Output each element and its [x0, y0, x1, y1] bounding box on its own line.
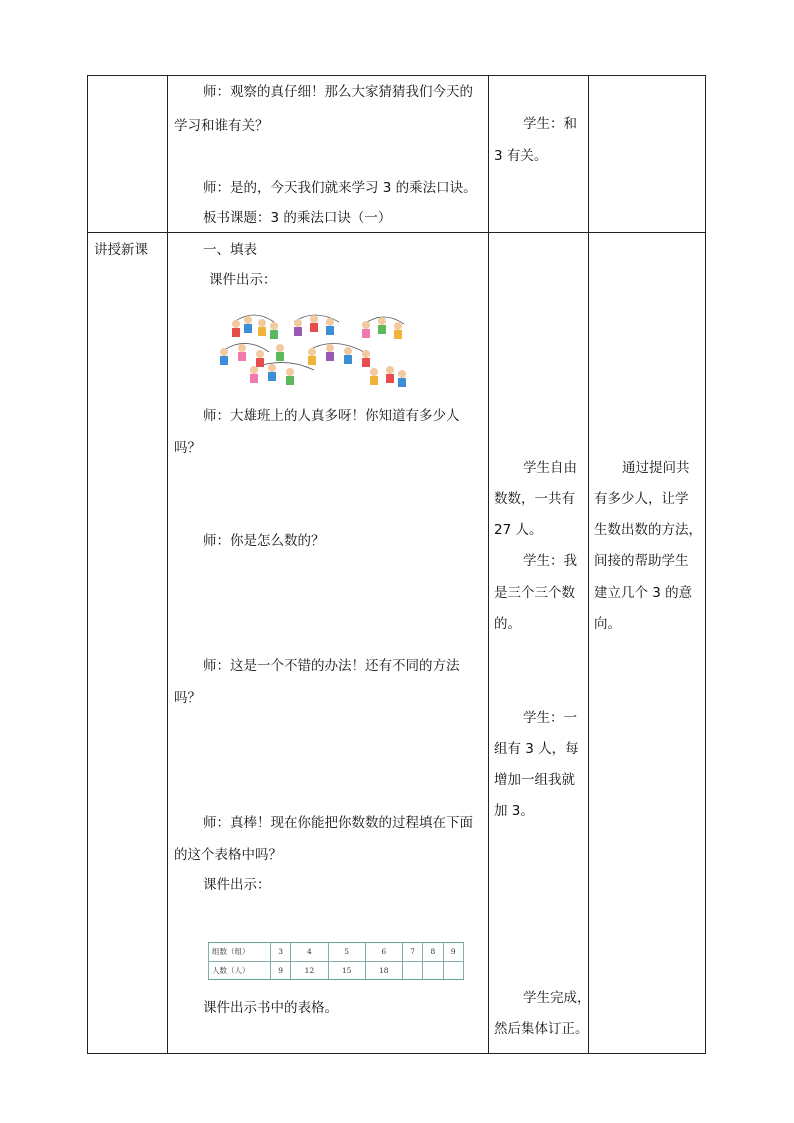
- teacher-line: 吗？: [174, 690, 201, 706]
- table-row: [209, 961, 464, 980]
- table-cell: [402, 961, 422, 980]
- table-cell: 15: [328, 961, 365, 980]
- table-cell: 7: [402, 943, 422, 962]
- student-line: 学生：一: [523, 710, 577, 726]
- student-line: 是三个三个数: [494, 585, 575, 601]
- student-line: 学生完成，: [523, 990, 591, 1006]
- teacher-line: 师：是的，今天我们就来学习 3 的乘法口诀。: [203, 180, 477, 196]
- table-row: [209, 943, 464, 962]
- intent-line: 向。: [594, 616, 621, 632]
- student-line: 学生：我: [523, 553, 577, 569]
- teacher-line: 师：大雄班上的人真多呀！你知道有多少人: [203, 408, 460, 424]
- student-line: 数数，一共有: [494, 491, 575, 507]
- teacher-line: 学习和谁有关？: [174, 118, 269, 134]
- student-line: 增加一组我就: [494, 772, 575, 788]
- section-title: 一、填表: [203, 242, 257, 258]
- student-line: 学生自由: [523, 460, 577, 476]
- column-divider: [588, 75, 589, 1054]
- intent-line: 生数出数的方法，: [594, 522, 702, 538]
- student-line: 然后集体订正。: [494, 1021, 589, 1037]
- table-cell: 8: [423, 943, 443, 962]
- intent-line: 通过提问共: [622, 460, 690, 476]
- row-label: 人数（人）: [209, 961, 271, 980]
- table-cell: 5: [328, 943, 365, 962]
- intent-line: 建立几个 3 的意: [594, 585, 693, 601]
- table-cell: [443, 961, 463, 980]
- stage-label: 讲授新课: [94, 242, 148, 258]
- board-title: 板书课题：3 的乘法口诀（一）: [203, 210, 392, 226]
- intent-line: 间接的帮助学生: [594, 553, 689, 569]
- teacher-line: 师：观察的真仔细！那么大家猜猜我们今天的: [203, 84, 473, 100]
- children-jumping-rope-illustration: [214, 310, 410, 388]
- courseware-label: 课件出示：: [203, 877, 271, 893]
- student-line: 组有 3 人，每: [494, 741, 579, 757]
- teacher-line: 的这个表格中吗？: [174, 847, 282, 863]
- table-cell: [423, 961, 443, 980]
- teacher-line: 吗？: [174, 440, 201, 456]
- student-line: 的。: [494, 616, 521, 632]
- student-line: 27 人。: [494, 522, 543, 538]
- table-cell: 12: [291, 961, 328, 980]
- table-cell: 9: [443, 943, 463, 962]
- teacher-line: 师：你是怎么数的？: [203, 533, 325, 549]
- group-count-table: [208, 942, 464, 980]
- courseware-label: 课件出示：: [209, 272, 277, 288]
- table-cell: 9: [271, 961, 291, 980]
- row-label: 组数（组）: [209, 943, 271, 962]
- student-line: 学生：和: [523, 116, 577, 132]
- student-line: 3 有关。: [494, 148, 548, 164]
- table-cell: 6: [365, 943, 402, 962]
- table-cell: 18: [365, 961, 402, 980]
- row-divider: [87, 232, 706, 233]
- teacher-line: 师：真棒！现在你能把你数数的过程填在下面: [203, 815, 473, 831]
- table-cell: 3: [271, 943, 291, 962]
- teacher-line: 课件出示书中的表格。: [203, 1000, 338, 1016]
- student-line: 加 3。: [494, 803, 534, 819]
- column-divider: [488, 75, 489, 1054]
- table-cell: 4: [291, 943, 328, 962]
- intent-line: 有多少人，让学: [594, 491, 689, 507]
- teacher-line: 师：这是一个不错的办法！还有不同的方法: [203, 658, 460, 674]
- column-divider: [167, 75, 168, 1054]
